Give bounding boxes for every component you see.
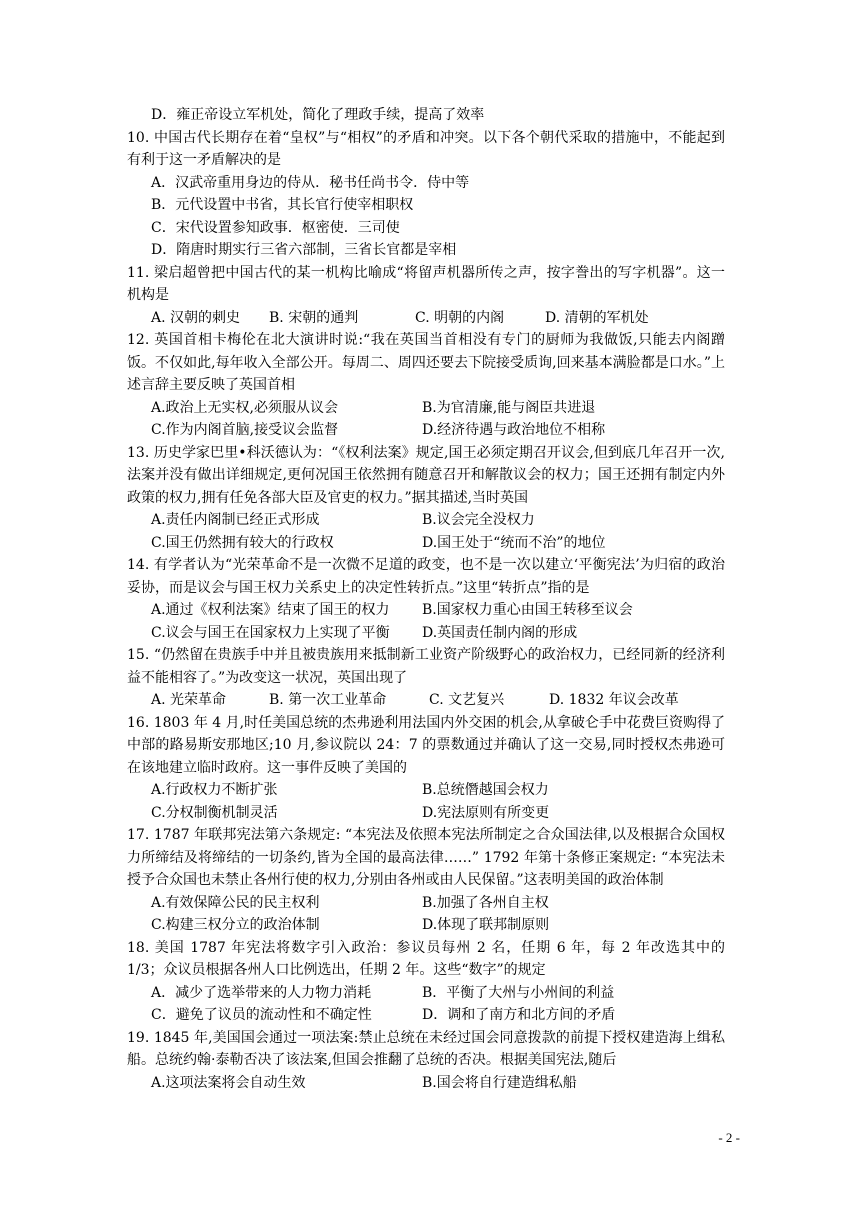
q9-option-d: D．雍正帝设立军机处，简化了理政手续，提高了效率 <box>151 107 485 123</box>
page-content <box>127 104 725 1094</box>
q17-option-d: D.体现了联邦制原则 <box>422 917 550 933</box>
q15-option-b: B. 第一次工业革命 <box>269 692 387 708</box>
q18-option-d: D．调和了南方和北方间的矛盾 <box>422 1007 616 1023</box>
q12-options-row1 <box>127 397 725 420</box>
q11-option-a: A. 汉朝的刺史 <box>151 309 241 326</box>
q16-option-d: D.宪法原则有所变更 <box>422 804 550 821</box>
q13-option-c: C.国王仍然拥有较大的行政权 <box>151 534 334 551</box>
q19-option-a: A.这项法案将会自动生效 <box>151 1074 306 1091</box>
q16-option-a: A.行政权力不断扩张 <box>151 782 278 798</box>
q19-options-row1 <box>127 1072 725 1095</box>
q13-option-b: B.议会完全没权力 <box>422 512 535 528</box>
q14-option-a: A.通过《权利法案》结束了国王的权力 <box>151 602 390 618</box>
question-12-stem: 12. 英国首相卡梅伦在北大演讲时说:“我在英国当首相没有专门的厨师为我做饭,只能去内阁蹭饭。不仅如此,每年收入全部公开。每周二、周四还要去下院接受质询,回来基本满脸都是口水。”上述言辞主要反映了英国首相 <box>127 332 725 393</box>
q16-options-row1 <box>127 779 725 802</box>
q12-option-d: D.经济待遇与政治地位不相称 <box>422 422 606 438</box>
q11-option-c: C. 明朝的内阁 <box>415 309 505 326</box>
page-number: - 2 - <box>718 1130 740 1145</box>
q17-options-row1 <box>127 892 725 915</box>
q11-options <box>127 307 725 330</box>
q10-option-b: B．元代设置中书省，其长官行使宰相职权 <box>151 197 414 213</box>
question-10-stem: 10. 中国古代长期存在着“皇权”与“相权”的矛盾和冲突。以下各个朝代采取的措施中，不能起到有利于这一矛盾解决的是 <box>127 129 725 168</box>
q10-option-a: A．汉武帝重用身边的侍从．秘书任尚书令．侍中等 <box>151 174 470 191</box>
q13-option-d: D.国王处于“统而不治”的地位 <box>422 534 606 551</box>
q15-option-d: D. 1832 年议会改革 <box>549 692 679 708</box>
question-18-stem: 18. 美国 1787 年宪法将数字引入政治：参议员每州 2 名，任期 6 年，每 2 年改选其中的 1/3；众议员根据各州人口比例选出，任期 2 年。这些“数字”的规定 <box>127 939 725 978</box>
q14-options-row2 <box>127 622 725 645</box>
q13-option-a: A.责任内阁制已经正式形成 <box>151 512 320 528</box>
q18-options-row2 <box>127 1004 725 1027</box>
question-17-stem: 17. 1787 年联邦宪法第六条规定: “本宪法及依照本宪法所制定之合众国法律,以及根据合众国权力所缔结及将缔结的一切条约,皆为全国的最高法律……” 1792 年第十条修正案规定: “本宪法未授予合众国也未禁止各州行使的权力,分别由各州或由人民保留。”这表明美国的政治体制 <box>127 827 725 888</box>
question-11-stem: 11. 梁启超曾把中国古代的某一机构比喻成“将留声机器所传之声，按字誊出的写字机器”。这一机构是 <box>127 264 725 303</box>
q14-option-d: D.英国责任制内阁的形成 <box>422 624 578 641</box>
q18-option-b: B．平衡了大州与小州间的利益 <box>422 984 615 1001</box>
q12-options-row2 <box>127 419 725 442</box>
question-15-stem: 15. “仍然留在贵族手中并且被贵族用来抵制新工业资产阶级野心的政治权力，已经同新的经济利益不能相容了。”为改变这一状况，英国出现了 <box>127 647 725 686</box>
q18-option-c: C．避免了议员的流动性和不确定性 <box>151 1007 372 1023</box>
question-14-stem: 14. 有学者认为“光荣革命不是一次微不足道的政变，也不是一次以建立‘平衡宪法’为归宿的政治妥协，而是议会与国王权力关系史上的决定性转折点。”这里“转折点”指的是 <box>127 557 725 596</box>
q17-option-c: C.构建三权分立的政治体制 <box>151 917 320 933</box>
q14-option-c: C.议会与国王在国家权力上实现了平衡 <box>151 624 390 641</box>
q15-options <box>127 689 725 712</box>
q15-option-a: A. 光荣革命 <box>151 692 227 708</box>
q12-option-c: C.作为内阁首脑,接受议会监督 <box>151 422 339 438</box>
q14-option-b: B.国家权力重心由国王转移至议会 <box>422 602 633 618</box>
q11-option-d: D. 清朝的军机处 <box>545 309 649 326</box>
q15-option-c: C. 文艺复兴 <box>429 692 505 708</box>
q13-options-row2 <box>127 532 725 555</box>
q12-option-b: B.为官清廉,能与阁臣共进退 <box>422 399 596 416</box>
q13-options-row1 <box>127 509 725 532</box>
q14-options-row1 <box>127 599 725 622</box>
q12-option-a: A.政治上无实权,必须服从议会 <box>151 399 339 416</box>
q10-option-c: C．宋代设置参知政事．枢密使．三司使 <box>151 219 400 236</box>
q17-option-a: A.有效保障公民的民主权利 <box>151 894 320 911</box>
question-16-stem: 16. 1803 年 4 月,时任美国总统的杰弗逊利用法国内外交困的机会,从拿破仑手中花费巨资购得了中部的路易斯安那地区;10 月,参议院以 24：7 的票数通过并确认了这一交易,同时授权杰弗逊可在该地建立临时政府。这一事件反映了美国的 <box>127 714 725 776</box>
q18-options-row1 <box>127 982 725 1005</box>
q16-option-b: B.总统僭越国会权力 <box>422 782 549 798</box>
q11-option-b: B. 宋朝的通判 <box>269 309 359 326</box>
q19-option-b: B.国会将自行建造缉私船 <box>422 1074 577 1091</box>
q16-option-c: C.分权制衡机制灵活 <box>151 804 278 821</box>
q16-options-row2 <box>127 802 725 825</box>
q17-options-row2 <box>127 914 725 937</box>
q17-option-b: B.加强了各州自主权 <box>422 894 549 911</box>
question-13-stem: 13. 历史学家巴里•科沃德认为：“《权利法案》规定,国王必须定期召开议会,但到底几年召开一次,法案并没有做出详细规定,更何况国王依然拥有随意召开和解散议会的权力；国王还拥有制定内外政策的权力,拥有任免各部大臣及官吏的权力。”据其描述,当时英国 <box>127 444 725 506</box>
q18-option-a: A．减少了选举带来的人力物力消耗 <box>151 984 372 1001</box>
q10-option-d: D．隋唐时期实行三省六部制，三省长官都是宰相 <box>151 242 457 258</box>
question-19-stem: 19. 1845 年,美国国会通过一项法案:禁止总统在未经过国会同意拨款的前提下授权建造海上缉私船。总统约翰·泰勒否决了该法案,但国会推翻了总统的否决。根据美国宪法,随后 <box>127 1029 725 1068</box>
